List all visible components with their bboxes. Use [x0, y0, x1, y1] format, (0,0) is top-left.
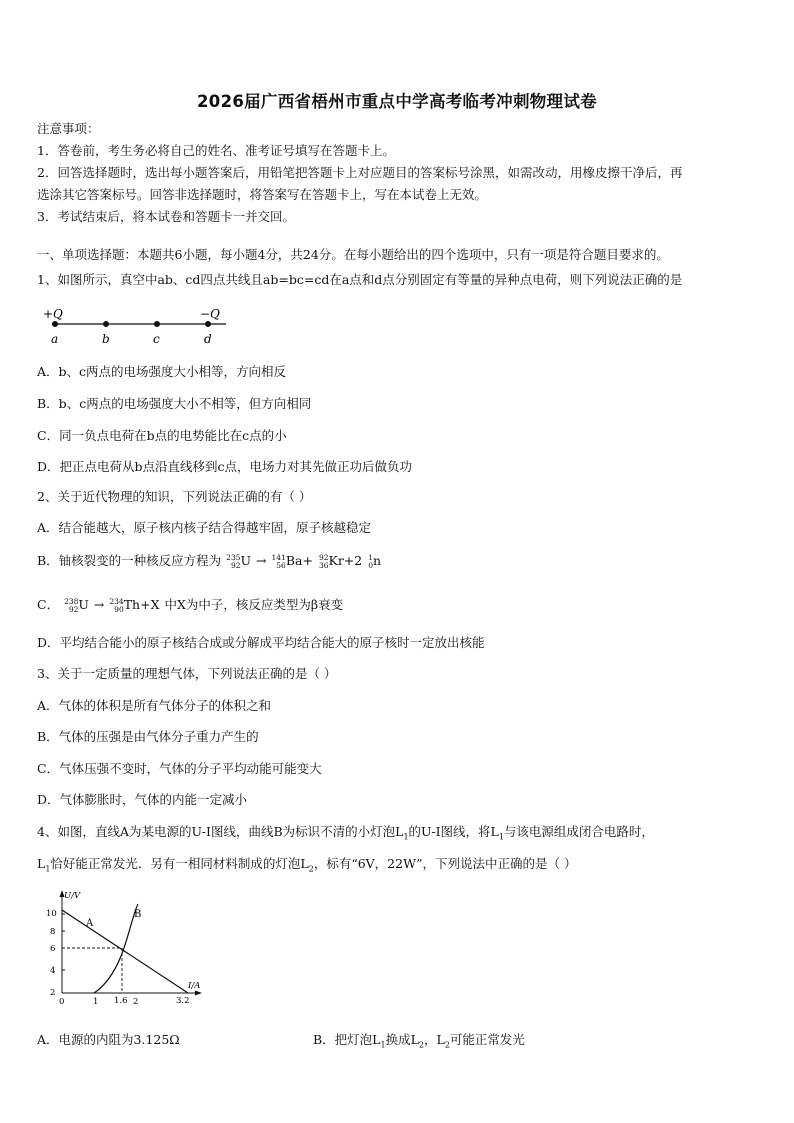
q4-xtick-label: 0	[59, 997, 65, 1007]
q2-option-a: A．结合能越大，原子核内核子结合得越牢固，原子核越稳定	[37, 520, 372, 535]
q1-stem: 1、如图所示，真空中ab、cd四点共线且ab=bc=cd在a点和d点分别固定有等量的异种点电荷，则下列说法正确的是	[37, 272, 683, 287]
q3-option-d: D．气体膨胀时，气体的内能一定减小	[37, 792, 248, 807]
q1-right-charge: −Q	[200, 307, 220, 321]
atomic-number: 0	[368, 560, 373, 570]
q4-ytick-label: 6	[50, 944, 56, 954]
q4-stem-sub: 1	[403, 832, 409, 842]
nuclide-ba141	[272, 553, 313, 570]
q3-option-a: A．气体的体积是所有气体分子的体积之和	[37, 698, 272, 713]
nuclide-u235	[226, 553, 251, 570]
mass-number: 1	[368, 552, 373, 562]
element-symbol: n	[373, 553, 382, 569]
q4-stem-part: ，标有“6V，22W”，下列说法中正确的是（ ）	[313, 856, 577, 871]
q4-xtick-label: 1	[93, 997, 99, 1007]
q4-optb-sub: 2	[444, 1040, 450, 1050]
exam-title: 2026届广西省梧州市重点中学高考临考冲刺物理试卷	[197, 92, 597, 111]
reaction-arrow: →	[93, 597, 105, 612]
q4-stem-sub: 1	[498, 832, 504, 842]
q2-option-c-text: 中X为中子，核反应类型为β衰变	[164, 597, 344, 612]
notice-item-2: 2．回答选择题时，选出每小题答案后，用铅笔把答题卡上对应题目的答案标号涂黑，如需改动，用橡皮擦干净后，再	[37, 165, 683, 180]
notice-item-2-cont: 选涂其它答案标号。回答非选择题时，将答案写在答题卡上，写在本试卷上无效。	[37, 187, 488, 202]
q4-ylabel: U/V	[64, 891, 81, 901]
nuclide-u238	[64, 597, 89, 614]
section-heading: 一、单项选择题：本题共6小题，每小题4分，共24分。在每小题给出的四个选项中，只有一项是符合题目要求的。	[37, 247, 669, 262]
q1-option-c: C．同一负点电荷在b点的电势能比在c点的小	[37, 428, 287, 443]
q1-label-b: b	[102, 332, 110, 346]
nuclide-neutron	[368, 553, 381, 570]
q1-point-d	[205, 321, 211, 327]
mass-number: 235	[226, 552, 241, 562]
mass-number: 92	[318, 552, 329, 562]
q4-option-b	[313, 1032, 525, 1054]
q4-optb-part: 换成L	[385, 1032, 419, 1047]
q2-option-c	[37, 597, 343, 614]
q2-stem: 2、关于近代物理的知识，下列说法正确的有（ ）	[37, 489, 312, 504]
element-symbol: Th+X	[123, 597, 160, 613]
q4-xtick-label: 2	[133, 997, 139, 1007]
atomic-number: 92	[68, 604, 79, 614]
element-symbol: U	[240, 553, 252, 569]
q4-ytick-label: 10	[46, 909, 57, 919]
q4-stem-part: L	[37, 856, 46, 871]
nuclide-th234	[109, 597, 159, 614]
element-symbol: U	[78, 597, 89, 613]
element-symbol: Kr+2	[328, 553, 363, 569]
q1-option-d: D．把正点电荷从b点沿直线移到c点，电场力对其先做正功后做负功	[37, 459, 413, 474]
q4-stem-part: 恰好能正常发光．另有一相同材料制成的灯泡L	[50, 856, 309, 871]
q4-xlabel: I/A	[188, 981, 201, 991]
q4-curve-b-label: B	[134, 909, 142, 920]
q4-stem-line1	[37, 824, 654, 846]
q2-option-b-text: B．铀核裂变的一种核反应方程为	[37, 553, 222, 568]
q1-option-b: B．b、c两点的电场强度大小不相等，但方向相同	[37, 396, 312, 411]
q4-curve-b	[94, 904, 138, 993]
q4-optb-part: B．把灯泡L	[313, 1032, 381, 1047]
q3-stem: 3、关于一定质量的理想气体，下列说法正确的是（ ）	[37, 666, 337, 681]
q4-ui-graph	[38, 886, 208, 1010]
q4-ytick-label: 4	[50, 966, 56, 976]
q1-label-a: a	[51, 332, 59, 346]
atomic-number: 92	[230, 560, 241, 570]
q1-point-a	[52, 321, 58, 327]
q4-line-a	[62, 910, 188, 993]
q1-label-c: c	[153, 332, 160, 346]
q4-stem-sub: 2	[308, 864, 314, 874]
q4-xtick-label: 1.6	[114, 996, 128, 1006]
q4-optb-sub: 1	[380, 1040, 386, 1050]
q4-option-a: A．电源的内阻为3.125Ω	[37, 1032, 180, 1047]
q2-option-d: D．平均结合能小的原子核结合成或分解成平均结合能大的原子核时一定放出核能	[37, 635, 485, 650]
atomic-number: 56	[276, 560, 286, 570]
atomic-number: 90	[114, 604, 124, 614]
reaction-arrow: →	[256, 553, 267, 568]
q4-stem-part: 与该电源组成闭合电路时，	[503, 824, 654, 839]
q4-optb-sub: 2	[418, 1040, 424, 1050]
atomic-number: 36	[318, 560, 329, 570]
q1-left-charge: +Q	[43, 307, 63, 321]
mass-number: 238	[64, 596, 79, 606]
nuclide-kr92	[319, 553, 362, 570]
q4-optb-part: ，L	[424, 1032, 445, 1047]
element-symbol: Ba+	[285, 553, 313, 569]
notice-item-3: 3．考试结束后，将本试卷和答题卡一并交回。	[37, 209, 295, 224]
q4-optb-part: 可能正常发光	[449, 1032, 525, 1047]
q1-label-d: d	[204, 332, 212, 346]
q1-charge-diagram	[36, 302, 236, 346]
q4-xtick-label: 3.2	[176, 996, 190, 1006]
q4-x-arrow	[195, 991, 202, 996]
notice-item-1: 1．答卷前，考生务必将自己的姓名、准考证号填写在答题卡上。	[37, 143, 395, 158]
mass-number: 234	[109, 596, 124, 606]
q4-ytick-label: 2	[50, 988, 56, 998]
q3-option-b: B．气体的压强是由气体分子重力产生的	[37, 729, 259, 744]
q1-option-a: A．b、c两点的电场强度大小相等，方向相反	[37, 364, 287, 379]
q1-point-b	[103, 321, 109, 327]
q3-option-c: C．气体压强不变时，气体的分子平均动能可能变大	[37, 761, 322, 776]
q4-stem-sub: 1	[45, 864, 51, 874]
q2-option-b	[37, 553, 382, 570]
q2-option-c-label: C．	[37, 597, 60, 612]
q4-stem-line2	[37, 856, 577, 878]
mass-number: 141	[271, 552, 286, 562]
q4-line-a-label: A	[86, 918, 94, 929]
q4-stem-part: 的U-I图线，将L	[408, 824, 499, 839]
q4-stem-part: 4、如图，直线A为某电源的U-I图线，曲线B为标识不清的小灯泡L	[37, 824, 404, 839]
notice-heading: 注意事项：	[37, 121, 100, 136]
q1-point-c	[154, 321, 160, 327]
q4-ytick-label: 8	[50, 927, 56, 937]
